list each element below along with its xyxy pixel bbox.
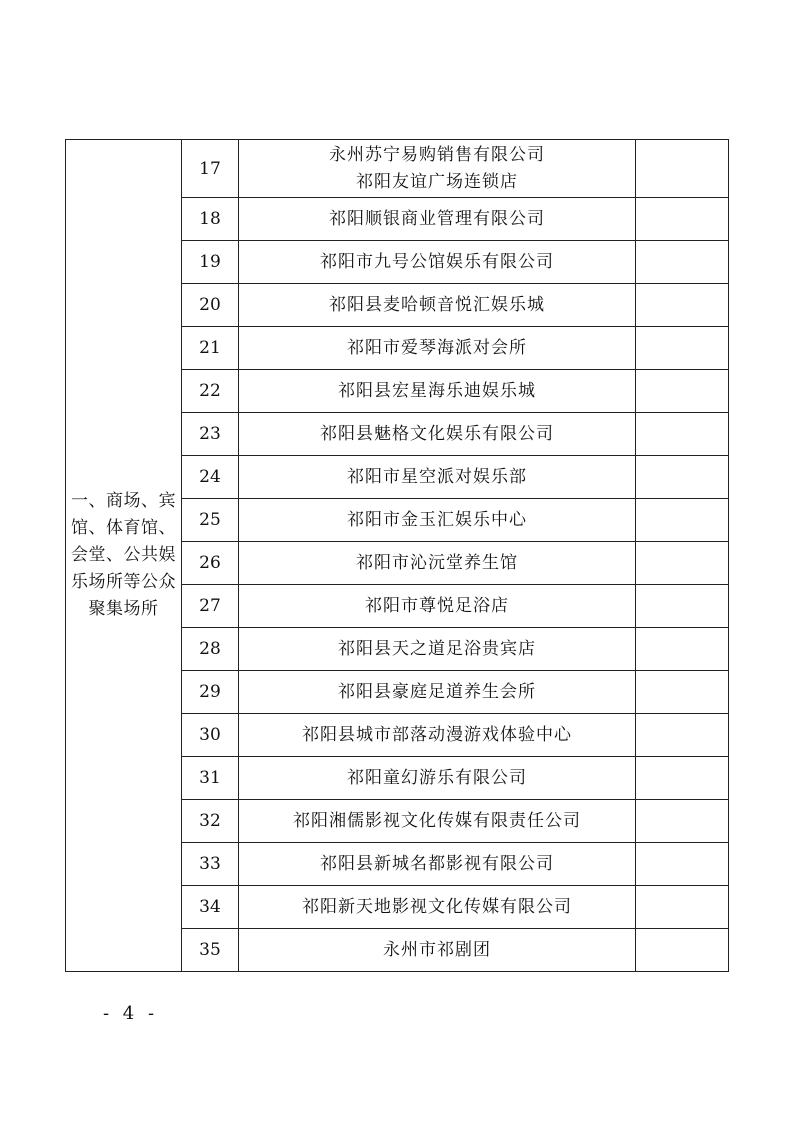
venue-name: 祁阳湘儒影视文化传媒有限责任公司 xyxy=(239,800,636,843)
row-number: 35 xyxy=(182,929,239,972)
venue-name: 祁阳市沁沅堂养生馆 xyxy=(239,542,636,585)
row-number: 17 xyxy=(182,140,239,198)
row-number: 21 xyxy=(182,327,239,370)
venue-name: 祁阳县豪庭足道养生会所 xyxy=(239,671,636,714)
remark-cell xyxy=(636,714,729,757)
venue-table xyxy=(65,139,729,972)
row-number: 19 xyxy=(182,241,239,284)
row-number: 29 xyxy=(182,671,239,714)
category-cell: 一、商场、宾馆、体育馆、会堂、公共娱乐场所等公众聚集场所 xyxy=(66,140,182,972)
page-number: - 4 - xyxy=(103,1003,159,1024)
remark-cell xyxy=(636,413,729,456)
table-row xyxy=(66,140,729,198)
remark-cell xyxy=(636,241,729,284)
row-number: 24 xyxy=(182,456,239,499)
venue-name: 祁阳县麦哈顿音悦汇娱乐城 xyxy=(239,284,636,327)
venue-name: 祁阳市星空派对娱乐部 xyxy=(239,456,636,499)
remark-cell xyxy=(636,628,729,671)
venue-name: 祁阳市爱琴海派对会所 xyxy=(239,327,636,370)
row-number: 30 xyxy=(182,714,239,757)
row-number: 27 xyxy=(182,585,239,628)
row-number: 33 xyxy=(182,843,239,886)
row-number: 31 xyxy=(182,757,239,800)
remark-cell xyxy=(636,800,729,843)
venue-name: 永州苏宁易购销售有限公司 祁阳友谊广场连锁店 xyxy=(239,140,636,198)
row-number: 25 xyxy=(182,499,239,542)
remark-cell xyxy=(636,284,729,327)
row-number: 18 xyxy=(182,198,239,241)
row-number: 20 xyxy=(182,284,239,327)
venue-name: 祁阳县魅格文化娱乐有限公司 xyxy=(239,413,636,456)
venue-name: 祁阳市九号公馆娱乐有限公司 xyxy=(239,241,636,284)
row-number: 32 xyxy=(182,800,239,843)
venue-name: 祁阳新天地影视文化传媒有限公司 xyxy=(239,886,636,929)
venue-name: 祁阳市金玉汇娱乐中心 xyxy=(239,499,636,542)
remark-cell xyxy=(636,671,729,714)
remark-cell xyxy=(636,456,729,499)
venue-name: 祁阳顺银商业管理有限公司 xyxy=(239,198,636,241)
venue-table-body xyxy=(66,140,729,972)
remark-cell xyxy=(636,542,729,585)
venue-name: 祁阳童幻游乐有限公司 xyxy=(239,757,636,800)
venue-name: 祁阳县天之道足浴贵宾店 xyxy=(239,628,636,671)
row-number: 28 xyxy=(182,628,239,671)
remark-cell xyxy=(636,327,729,370)
remark-cell xyxy=(636,198,729,241)
remark-cell xyxy=(636,499,729,542)
row-number: 22 xyxy=(182,370,239,413)
remark-cell xyxy=(636,929,729,972)
remark-cell xyxy=(636,757,729,800)
venue-name: 祁阳县城市部落动漫游戏体验中心 xyxy=(239,714,636,757)
venue-name: 祁阳市尊悦足浴店 xyxy=(239,585,636,628)
venue-name: 祁阳县新城名都影视有限公司 xyxy=(239,843,636,886)
remark-cell xyxy=(636,140,729,198)
remark-cell xyxy=(636,585,729,628)
remark-cell xyxy=(636,370,729,413)
row-number: 34 xyxy=(182,886,239,929)
row-number: 26 xyxy=(182,542,239,585)
venue-name: 永州市祁剧团 xyxy=(239,929,636,972)
row-number: 23 xyxy=(182,413,239,456)
remark-cell xyxy=(636,843,729,886)
remark-cell xyxy=(636,886,729,929)
venue-name: 祁阳县宏星海乐迪娱乐城 xyxy=(239,370,636,413)
